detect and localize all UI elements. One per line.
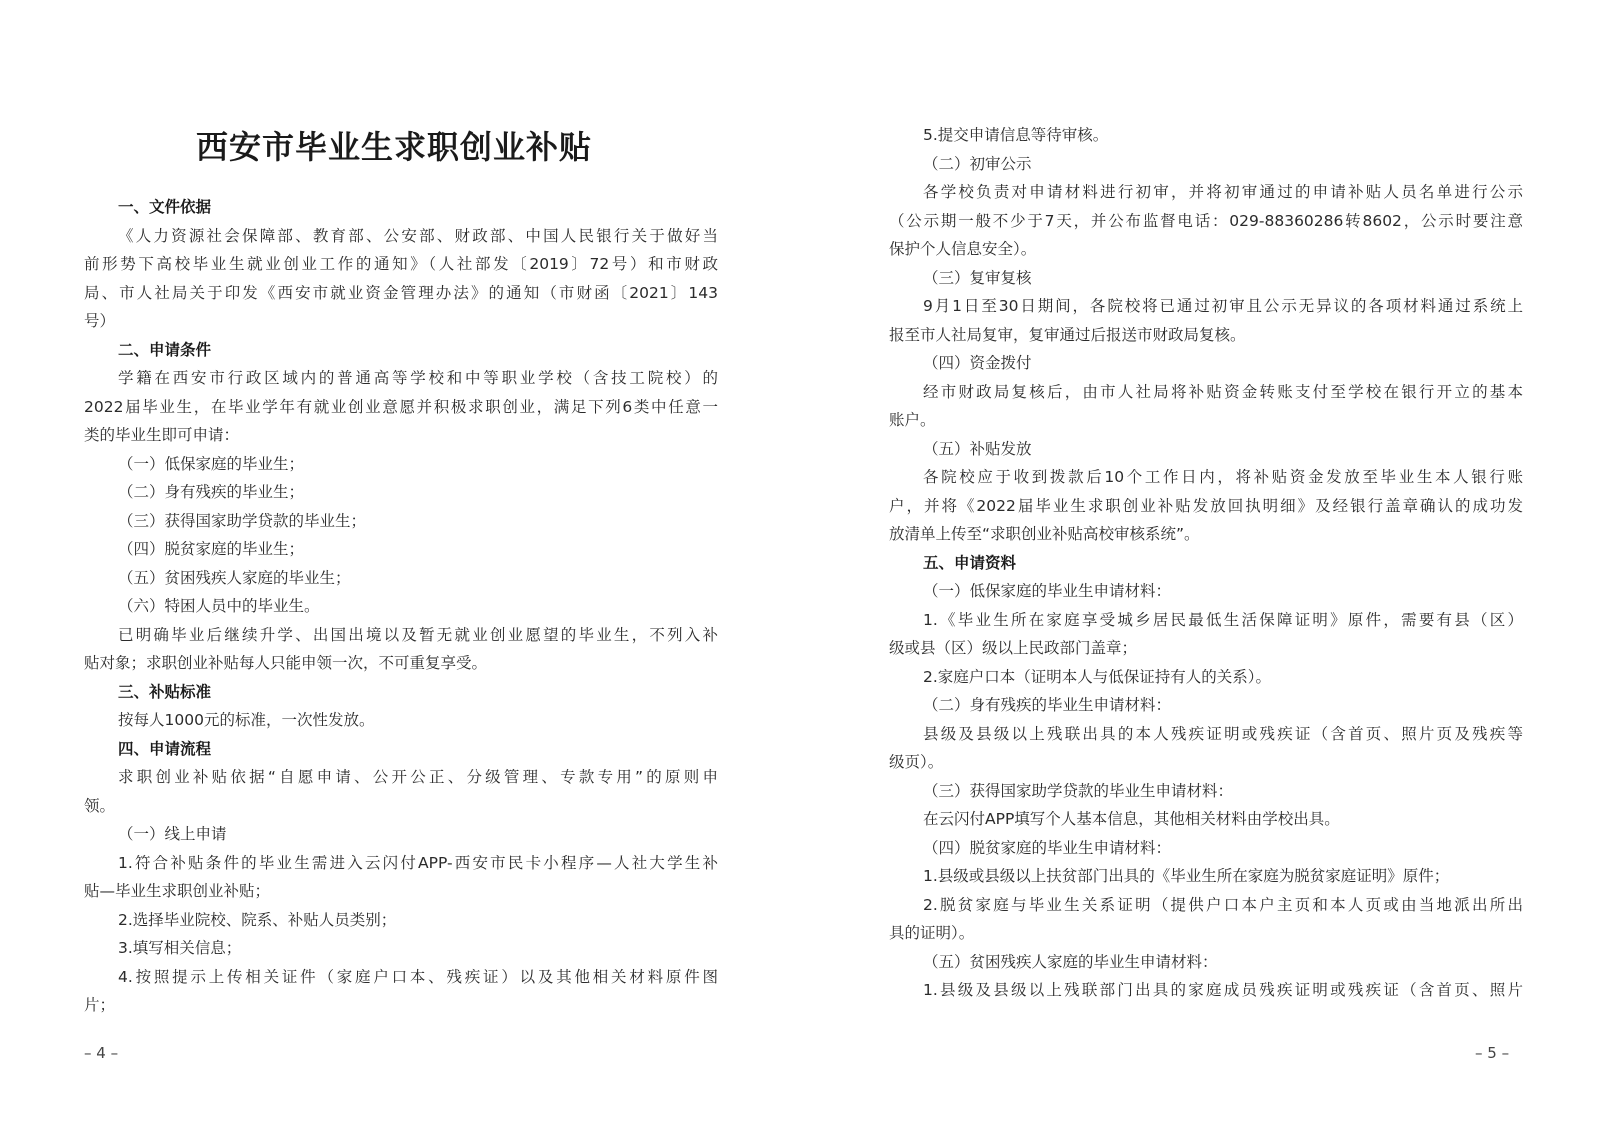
right-line: （二）初审公示 (923, 154, 1032, 173)
right-line: 5.提交申请信息等待审核。 (923, 126, 1109, 144)
left-line: （一）线上申请 (118, 825, 227, 843)
page-number-left: – 4 – (84, 1044, 119, 1062)
right-line: （三）获得国家助学贷款的毕业生申请材料： (923, 781, 1234, 800)
right-line: 1.县级或县级以上扶贫部门出具的《毕业生所在家庭为脱贫家庭证明》原件； (923, 867, 1450, 885)
left-line: 2.选择毕业院校、院系、补贴人员类别； (118, 910, 397, 929)
left-line: 《人力资源社会保障部、教育部、公安部、财政部、中国人民银行关于做好当 (118, 226, 718, 245)
left-line: 按每人1000元的标准，一次性发放。 (118, 711, 375, 729)
section-heading: 四、申请流程 (118, 739, 212, 758)
left-line: （二）身有残疾的毕业生； (118, 483, 305, 501)
section-heading: 二、申请条件 (118, 340, 212, 359)
left-line: （五）贫困残疾人家庭的毕业生； (118, 568, 351, 587)
right-page-body (889, 121, 1523, 1005)
right-line: 在云闪付APP填写个人基本信息，其他相关材料由学校出具。 (923, 810, 1340, 828)
left-line: 1.符合补贴条件的毕业生需进入云闪付APP-西安市民卡小程序—人社大学生补 (118, 853, 718, 872)
right-line: （公示期一般不少于7天，并公布监督电话：029-88360286转8602，公示时要注意 (889, 211, 1523, 230)
left-line: （六）特困人员中的毕业生。 (118, 597, 320, 615)
left-line: 贴对象；求职创业补贴每人只能申领一次，不可重复享受。 (84, 654, 488, 672)
section-heading: 三、补贴标准 (118, 682, 212, 701)
right-line: （四）资金拨付 (923, 354, 1032, 372)
left-line: 已明确毕业后继续升学、出国出境以及暂无就业创业愿望的毕业生，不列入补 (118, 625, 718, 644)
left-line: 局、市人社局关于印发《西安市就业资金管理办法》的通知（市财函〔2021〕143 (84, 283, 718, 302)
left-page (84, 0, 718, 1142)
right-line: 9月1日至30日期间，各院校将已通过初审且公示无异议的各项材料通过系统上 (923, 297, 1523, 315)
page-number-right: – 5 – (1475, 1044, 1510, 1062)
right-line: 级或县（区）级以上民政部门盖章； (889, 639, 1138, 657)
left-line: 类的毕业生即可申请： (84, 426, 240, 444)
right-line: （五）补贴发放 (923, 439, 1032, 458)
left-line: （一）低保家庭的毕业生； (118, 454, 305, 473)
left-line: 3.填写相关信息； (118, 939, 242, 957)
left-line: 2022届毕业生，在毕业学年有就业创业意愿并积极求职创业，满足下列6类中任意一 (84, 397, 718, 416)
right-line: （四）脱贫家庭的毕业生申请材料： (923, 838, 1172, 857)
left-line: （四）脱贫家庭的毕业生； (118, 540, 305, 558)
left-line: 贴—毕业生求职创业补贴； (84, 882, 271, 900)
right-page (889, 0, 1523, 1142)
right-line: 县级及县级以上残联出具的本人残疾证明或残疾证（含首页、照片页及残疾等 (923, 724, 1523, 743)
document-title: 西安市毕业生求职创业补贴 (196, 128, 593, 166)
right-line: 户，并将《2022届毕业生求职创业补贴发放回执明细》及经银行盖章确认的成功发 (889, 496, 1523, 515)
section-heading: 一、文件依据 (118, 198, 212, 216)
right-line: 2.家庭户口本（证明本人与低保证持有人的关系）。 (923, 667, 1272, 686)
right-line: 各学校负责对申请材料进行初审，并将初审通过的申请补贴人员名单进行公示 (923, 183, 1523, 201)
right-line: 保护个人信息安全）。 (889, 240, 1037, 258)
right-line: 2.脱贫家庭与毕业生关系证明（提供户口本户主页和本人页或由当地派出所出 (923, 895, 1523, 914)
left-line: 学籍在西安市行政区域内的普通高等学校和中等职业学校（含技工院校）的 (118, 369, 718, 387)
right-line: （三）复审复核 (923, 268, 1032, 287)
left-line: 片； (84, 996, 116, 1014)
right-line: 级页）。 (889, 753, 944, 771)
right-line: （二）身有残疾的毕业生申请材料： (923, 696, 1172, 714)
right-line: 报至市人社局复审，复审通过后报送市财政局复核。 (889, 325, 1246, 344)
left-page-body (84, 193, 718, 1020)
left-line: （三）获得国家助学贷款的毕业生； (118, 511, 367, 530)
right-line: 1.《毕业生所在家庭享受城乡居民最低生活保障证明》原件，需要有县（区） (923, 610, 1523, 629)
left-line: 求职创业补贴依据“自愿申请、公开公正、分级管理、专款专用”的原则申 (118, 768, 718, 786)
right-line: （一）低保家庭的毕业生申请材料： (923, 582, 1172, 600)
right-line: 经市财政局复核后，由市人社局将补贴资金转账支付至学校在银行开立的基本 (923, 382, 1523, 401)
left-line: 号） (84, 312, 116, 330)
left-line: 前形势下高校毕业生就业创业工作的通知》（人社部发〔2019〕72号）和市财政 (84, 255, 718, 273)
right-line: 各院校应于收到拨款后10个工作日内，将补贴资金发放至毕业生本人银行账 (923, 468, 1523, 486)
right-line: 具的证明）。 (889, 924, 975, 942)
section-heading: 五、申请资料 (923, 553, 1017, 572)
right-line: 放清单上传至“求职创业补贴高校审核系统”。 (889, 525, 1200, 543)
right-line: 账户。 (889, 411, 936, 429)
right-line: （五）贫困残疾人家庭的毕业生申请材料： (923, 952, 1218, 971)
right-line: 1.县级及县级以上残联部门出具的家庭成员残疾证明或残疾证（含首页、照片 (923, 981, 1523, 999)
left-line: 4.按照提示上传相关证件（家庭户口本、残疾证）以及其他相关材料原件图 (118, 967, 718, 986)
left-line: 领。 (84, 796, 116, 815)
